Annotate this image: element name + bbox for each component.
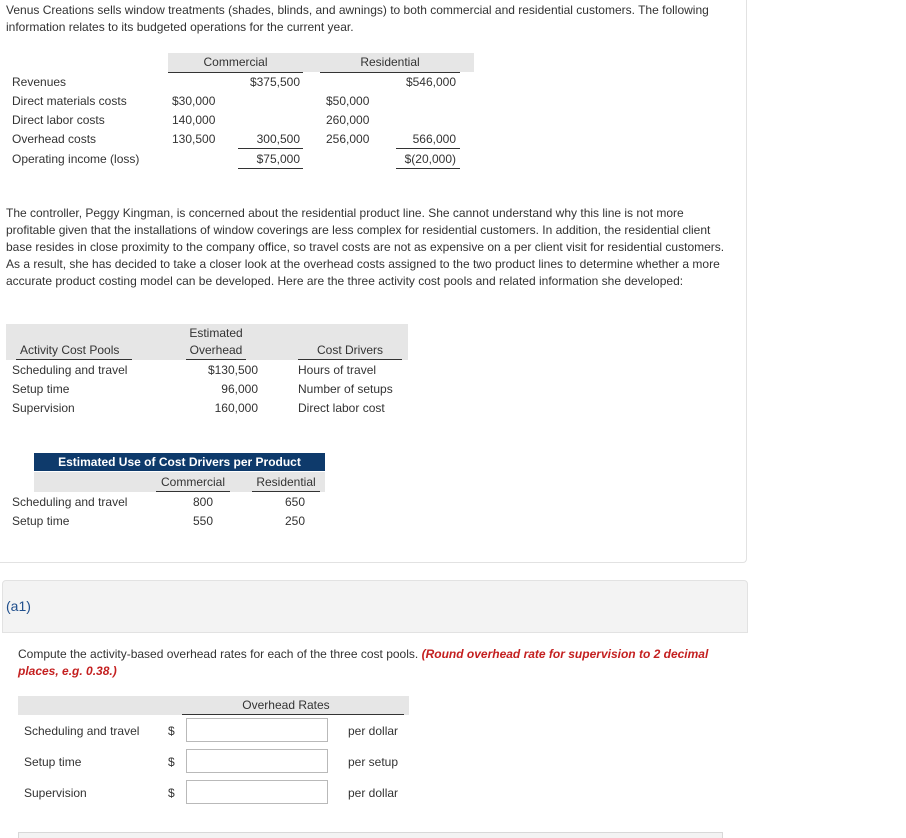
pool-driver: Number of setups bbox=[298, 382, 393, 396]
rates-header-underline bbox=[182, 714, 404, 715]
budget-cell: 256,000 bbox=[326, 132, 370, 146]
total-double-underline bbox=[238, 168, 303, 169]
rate-row-label: Supervision bbox=[24, 786, 87, 800]
budget-row-label: Revenues bbox=[12, 75, 67, 89]
budget-header-underline bbox=[168, 72, 303, 73]
pool-driver: Direct labor cost bbox=[298, 401, 385, 415]
pools-header-overhead-line1: Estimated bbox=[189, 326, 243, 340]
currency-symbol: $ bbox=[168, 786, 175, 800]
pools-header-driver: Cost Drivers bbox=[316, 343, 383, 357]
pool-driver: Hours of travel bbox=[298, 363, 377, 377]
pool-name: Scheduling and travel bbox=[12, 363, 128, 377]
budget-header-underline bbox=[320, 72, 460, 73]
question-prompt: Compute the activity-based overhead rates for each of the three cost pools. bbox=[18, 647, 419, 661]
pool-overhead: $130,500 bbox=[207, 363, 258, 377]
section-title: (a1) bbox=[6, 598, 31, 614]
total-underline bbox=[238, 148, 303, 149]
pools-header-overhead-line2: Overhead bbox=[189, 343, 243, 357]
controller-paragraph: The controller, Peggy Kingman, is concerned about the residential product line. She cannot understand why this line is not more profitable given that the installations of window coverings are less complex for residential customers. In addition, the residential client base resides in close proximity to the company office, so travel costs are not as expensive on a per client visit for residential customers. As a result, she has decided to take a closer look at the overhead costs assigned to the two product lines to determine whether a more accurate product costing model can be developed. Here are the three activity cost pools and related information she developed: bbox=[6, 206, 725, 288]
intro-text: Venus Creations sells window treatments (shades, blinds, and awnings) to both commercial and residential customers. The following information relates to its budgeted operations for the current year. bbox=[6, 3, 709, 34]
budget-cell: 300,500 bbox=[256, 132, 300, 146]
currency-symbol: $ bbox=[168, 755, 175, 769]
rounding-hint: (Round overhead rate for supervision to 2 decimal places, e.g. 0.38.) bbox=[18, 647, 709, 678]
section-header bbox=[2, 580, 748, 633]
budget-cell: 260,000 bbox=[326, 113, 370, 127]
total-underline bbox=[396, 148, 460, 149]
budget-cell: $546,000 bbox=[405, 75, 456, 89]
budget-row-label: Direct labor costs bbox=[12, 113, 105, 127]
total-double-underline bbox=[396, 168, 460, 169]
budget-header-commercial: Commercial bbox=[203, 55, 268, 69]
usage-row-label: Scheduling and travel bbox=[12, 495, 128, 509]
currency-symbol: $ bbox=[168, 724, 175, 738]
budget-cell: $(20,000) bbox=[404, 152, 456, 166]
question-text bbox=[18, 646, 718, 680]
rate-unit: per dollar bbox=[348, 724, 399, 738]
usage-header-underline bbox=[156, 491, 230, 492]
budget-row-label: Direct materials costs bbox=[12, 94, 127, 108]
budget-cell: $375,500 bbox=[249, 75, 300, 89]
scheduling-rate-input[interactable] bbox=[186, 718, 328, 742]
rate-unit: per setup bbox=[348, 755, 399, 769]
usage-header-residential: Residential bbox=[256, 475, 316, 489]
pool-name: Supervision bbox=[12, 401, 75, 415]
budget-cell: 566,000 bbox=[412, 132, 456, 146]
usage-title: Estimated Use of Cost Drivers per Product bbox=[34, 453, 325, 471]
budget-cell: 140,000 bbox=[172, 113, 216, 127]
pool-name: Setup time bbox=[12, 382, 70, 396]
pools-header-pool: Activity Cost Pools bbox=[20, 343, 120, 357]
rate-row-label: Scheduling and travel bbox=[24, 724, 140, 738]
pools-header-underline bbox=[16, 359, 132, 360]
usage-row-label: Setup time bbox=[12, 514, 70, 528]
usage-header-underline bbox=[252, 491, 320, 492]
rate-row-label: Setup time bbox=[24, 755, 82, 769]
rate-unit: per dollar bbox=[348, 786, 399, 800]
budget-row-label: Overhead costs bbox=[12, 132, 97, 146]
pool-overhead: 96,000 bbox=[221, 382, 258, 396]
usage-cell: 250 bbox=[284, 514, 306, 528]
usage-cell: 550 bbox=[192, 514, 214, 528]
pools-header-underline bbox=[186, 359, 246, 360]
next-section-edge bbox=[18, 832, 723, 838]
budget-cell: $75,000 bbox=[256, 152, 300, 166]
budget-cell: $50,000 bbox=[326, 94, 370, 108]
usage-header-commercial: Commercial bbox=[160, 475, 225, 489]
usage-cell: 800 bbox=[192, 495, 214, 509]
budget-cell: $30,000 bbox=[172, 94, 216, 108]
supervision-rate-input[interactable] bbox=[186, 780, 328, 804]
pool-overhead: 160,000 bbox=[214, 401, 258, 415]
usage-cell: 650 bbox=[284, 495, 306, 509]
pools-header-underline bbox=[298, 359, 402, 360]
rates-header: Overhead Rates bbox=[242, 698, 330, 712]
setup-rate-input[interactable] bbox=[186, 749, 328, 773]
budget-header-residential: Residential bbox=[360, 55, 420, 69]
budget-cell: 130,500 bbox=[172, 132, 216, 146]
budget-row-label: Operating income (loss) bbox=[12, 152, 140, 166]
